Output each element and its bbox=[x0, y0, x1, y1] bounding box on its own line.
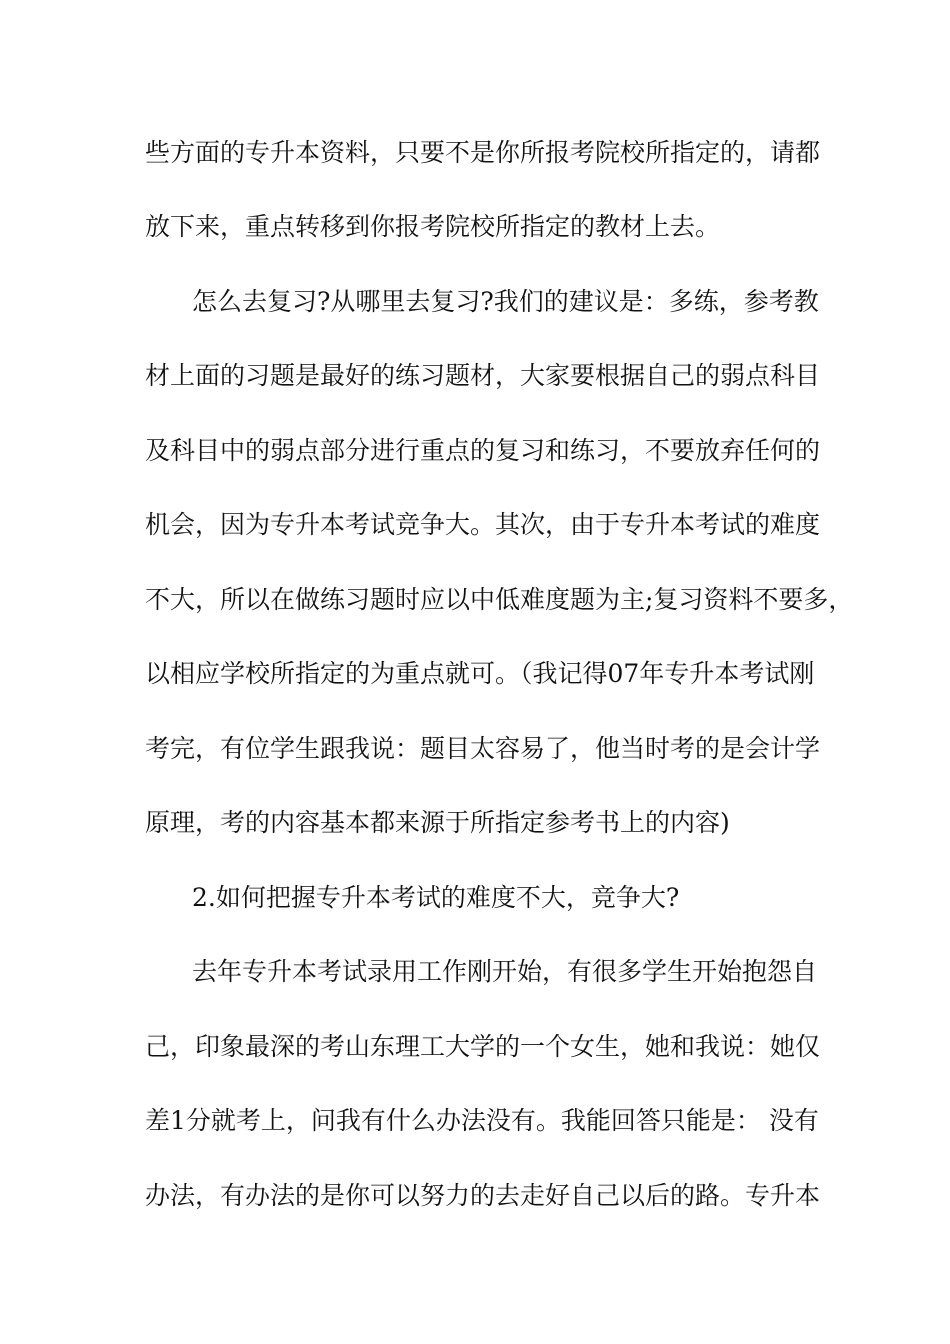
paragraph-line: 材上面的习题是最好的练习题材，大家要根据自己的弱点科目 bbox=[145, 361, 821, 390]
paragraph-line: 以相应学校所指定的为重点就可。（我记得07年专升本考试刚 bbox=[145, 659, 815, 688]
paragraph-line: 原理，考的内容基本都来源于所指定参考书上的内容) bbox=[145, 808, 730, 837]
paragraph-line: 怎么去复习?从哪里去复习?我们的建议是：多练，参考教 bbox=[192, 287, 819, 316]
paragraph-line: 办法，有办法的是你可以努力的去走好自己以后的路。专升本 bbox=[145, 1181, 821, 1210]
paragraph-line: 己，印象最深的考山东理工大学的一个女生，她和我说：她仅 bbox=[145, 1032, 821, 1061]
paragraph-line: 机会，因为专升本考试竞争大。其次，由于专升本考试的难度 bbox=[145, 510, 821, 539]
paragraph-line: 些方面的专升本资料，只要不是你所报考院校所指定的，请都 bbox=[145, 138, 821, 167]
paragraph-line: 差1分就考上，问我有什么办法没有。我能回答只能是： 没有 bbox=[145, 1106, 819, 1135]
section-heading: 2.如何把握专升本考试的难度不大，竞争大? bbox=[192, 883, 680, 912]
paragraph-line: 考完，有位学生跟我说：题目太容易了，他当时考的是会计学 bbox=[145, 734, 821, 763]
paragraph-line: 及科目中的弱点部分进行重点的复习和练习，不要放弃任何的 bbox=[145, 436, 821, 465]
paragraph-line: 不大，所以在做练习题时应以中低难度题为主;复习资料不要多， bbox=[145, 585, 854, 614]
paragraph-line: 放下来，重点转移到你报考院校所指定的教材上去。 bbox=[145, 212, 721, 241]
paragraph-line: 去年专升本考试录用工作刚开始，有很多学生开始抱怨自 bbox=[192, 957, 818, 986]
